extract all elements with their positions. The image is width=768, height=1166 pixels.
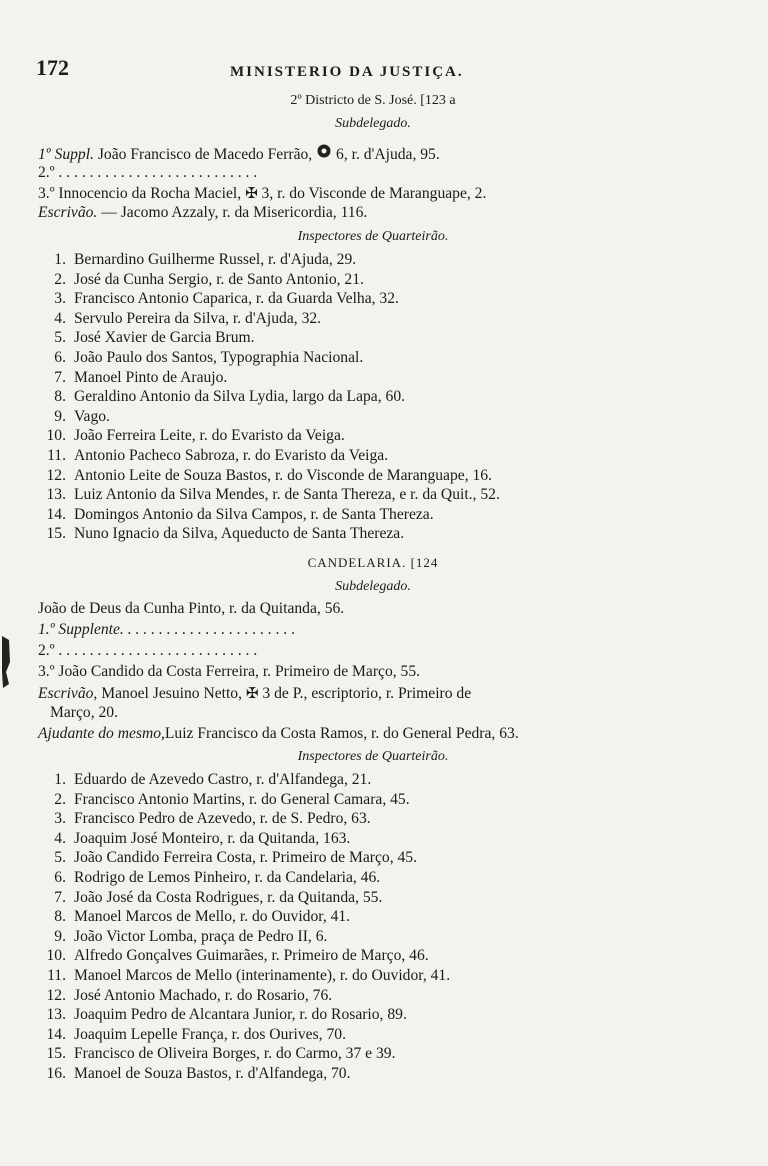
escrivao-text-a: Manoel Jesuino Netto, (101, 685, 243, 702)
item-number: 3. (54, 810, 66, 828)
list-item (38, 506, 434, 524)
list-item (38, 329, 255, 347)
item-text: Manoel Pinto de Araujo. (74, 368, 228, 386)
list-item (38, 849, 417, 867)
item-number: 16. (46, 1065, 66, 1082)
suppl2-line: 2.º . . . . . . . . . . . . . . . . . . . . . . . . . . (38, 164, 258, 181)
escrivao-line (38, 204, 367, 222)
list-item (38, 987, 332, 1005)
item-text: Francisco Antonio Caparica, r. da Guarda Velha, 32. (74, 290, 399, 308)
list-item (38, 810, 371, 828)
item-number: 4. (54, 309, 66, 327)
item-text: Vago. (74, 407, 110, 425)
ajudante-label: Ajudante do mesmo, (38, 725, 165, 742)
item-text: Alfredo Gonçalves Guimarães, r. Primeiro de Março, 46. (74, 947, 429, 965)
item-number: 13. (46, 1006, 66, 1024)
list-item (38, 1026, 346, 1044)
list-item (38, 427, 345, 445)
item-text: Antonio Leite de Souza Bastos, r. do Visconde de Maranguape, 16. (74, 466, 492, 484)
list-item (38, 525, 404, 543)
cross-icon: ✠ (245, 184, 258, 202)
item-number: 7. (54, 368, 66, 386)
item-number: 1. (54, 771, 66, 788)
escrivao-text: — Jacomo Azzaly, r. da Misericordia, 116. (101, 204, 368, 221)
list-item (38, 869, 380, 887)
suppl3-text-a: 3.º Innocencio da Rocha Maciel, (38, 185, 242, 202)
list-item (38, 467, 492, 485)
list-item (38, 486, 500, 504)
list-item (38, 447, 388, 465)
item-number: 5. (54, 329, 66, 347)
item-number: 5. (54, 849, 66, 867)
item-text: Eduardo de Azevedo Castro, r. d'Alfandega, 21. (74, 771, 372, 788)
item-text: Manoel de Souza Bastos, r. d'Alfandega, 70. (74, 1065, 351, 1082)
subdelegado-heading: Subdelegado. (335, 116, 411, 131)
escrivao-label-2: Escrivão, (38, 685, 98, 702)
item-text: Nuno Ignacio da Silva, Aqueducto de Santa Thereza. (74, 525, 405, 543)
suppl2-line-2: 2.º . . . . . . . . . . . . . . . . . . . . . . . . . . (38, 642, 258, 659)
list-item (38, 290, 399, 308)
list-item (38, 1006, 407, 1024)
suppl1-text-a: João Francisco de Macedo Ferrão, (97, 146, 313, 163)
item-number: 15. (46, 525, 66, 543)
ajudante-line (38, 725, 519, 743)
item-number: 14. (46, 505, 66, 523)
item-number: 10. (46, 427, 66, 445)
list-item (38, 349, 363, 367)
escrivao-line-2 (38, 684, 471, 703)
list-item (38, 889, 382, 907)
item-number: 6. (54, 349, 66, 366)
item-text: João Ferreira Leite, r. do Evaristo da Veiga. (74, 427, 345, 445)
item-number: 4. (54, 829, 66, 847)
item-text: Joaquim José Monteiro, r. da Quitanda, 163. (74, 829, 351, 847)
list-item (38, 791, 410, 809)
candelaria-title: CANDELARIA. [124 (307, 555, 439, 570)
item-text: Geraldino Antonio da Silva Lydia, largo da Lapa, 60. (74, 388, 406, 406)
suppl1-label: 1º Suppl. (38, 146, 94, 163)
item-text: Antonio Pacheco Sabroza, r. do Evaristo da Veiga. (74, 447, 389, 464)
list-item (38, 928, 327, 946)
suppl1-line (38, 143, 440, 164)
item-text: João Victor Lomba, praça de Pedro II, 6. (74, 927, 328, 945)
district-heading: 2º Districto de S. José. [123 a (290, 93, 456, 108)
list-item (38, 830, 350, 848)
item-number: 9. (54, 927, 66, 945)
ink-smudge-icon (0, 632, 12, 692)
list-item (38, 388, 405, 406)
item-number: 2. (54, 270, 66, 288)
escrivao-label: Escrivão. (38, 204, 98, 221)
subdelegado-line: João de Deus da Cunha Pinto, r. da Quitanda, 56. (38, 600, 345, 617)
item-text: Francisco Pedro de Azevedo, r. de S. Pedro, 63. (74, 810, 371, 828)
order-badge-icon (316, 146, 336, 163)
item-number: 14. (46, 1025, 66, 1043)
item-text: José Antonio Machado, r. do Rosario, 76. (74, 986, 333, 1004)
list-item (38, 369, 227, 387)
list-item (38, 310, 321, 328)
item-text: João José da Costa Rodrigues, r. da Quitanda, 55. (74, 888, 383, 906)
suppl3-line-2: 3.º João Candido da Costa Ferreira, r. Primeiro de Março, 55. (38, 663, 421, 680)
item-text: João Paulo dos Santos, Typographia Nacional. (74, 349, 364, 366)
item-number: 13. (46, 486, 66, 504)
list-item (38, 967, 450, 985)
candelaria-heading (38, 554, 708, 572)
escrivao-text-b: 3 de P., escriptorio, r. Primeiro de (262, 685, 472, 702)
item-text: Rodrigo de Lemos Pinheiro, r. da Candelaria, 46. (74, 869, 381, 886)
list-item (38, 1045, 395, 1063)
item-text: Manoel Marcos de Mello (interinamente), r. do Ouvidor, 41. (74, 967, 451, 984)
list-item (38, 271, 364, 289)
ajudante-text: Luiz Francisco da Costa Ramos, r. do General Pedra, 63. (164, 725, 519, 742)
list-item (38, 771, 371, 789)
item-text: Domingos Antonio da Silva Campos, r. de Santa Thereza. (74, 505, 434, 523)
item-number: 8. (54, 908, 66, 926)
item-number: 11. (47, 967, 66, 984)
item-text: Joaquim Lepelle França, r. dos Ourives, 70. (74, 1025, 346, 1043)
cross-icon: ✠ (245, 684, 259, 702)
page-number: 172 (36, 55, 69, 80)
item-text: Joaquim Pedro de Alcantara Junior, r. do Rosario, 89. (74, 1006, 407, 1024)
item-number: 8. (54, 388, 66, 406)
item-number: 9. (54, 407, 66, 425)
suppl3-text-b: 3, r. do Visconde de Maranguape, 2. (261, 185, 487, 202)
item-text: Bernardino Guilherme Russel, r. d'Ajuda, 29. (74, 251, 357, 268)
item-number: 15. (46, 1045, 66, 1063)
suppl3-line (38, 184, 486, 203)
item-number: 7. (54, 888, 66, 906)
inspectors-heading-2: Inspectores de Quarteirão. (297, 749, 449, 764)
escrivao-text-c: Março, 20. (50, 704, 118, 721)
item-number: 2. (54, 790, 66, 808)
item-text: Francisco de Oliveira Borges, r. do Carmo, 37 e 39. (74, 1045, 396, 1063)
list-item (38, 408, 110, 426)
item-number: 12. (46, 986, 66, 1004)
item-number: 10. (46, 947, 66, 965)
item-number: 6. (54, 869, 66, 886)
item-number: 11. (47, 447, 66, 464)
item-text: Manoel Marcos de Mello, r. do Ouvidor, 41. (74, 908, 351, 926)
item-text: Francisco Antonio Martins, r. do General Camara, 45. (74, 790, 410, 808)
list-item (38, 251, 356, 269)
suppl1-line-2: 1.º Supplente. . . . . . . . . . . . . . . . . . . . . . . (38, 621, 296, 638)
item-number: 3. (54, 290, 66, 308)
item-text: José da Cunha Sergio, r. de Santo Antonio, 21. (74, 270, 364, 288)
subdelegado-heading-2: Subdelegado. (335, 579, 411, 594)
item-number: 1. (54, 251, 66, 268)
item-text: Servulo Pereira da Silva, r. d'Ajuda, 32. (74, 309, 322, 327)
list-item (38, 947, 429, 965)
suppl1-text-b: 6, r. d'Ajuda, 95. (336, 146, 440, 163)
page-title: MINISTERIO DA JUSTIÇA. (230, 64, 464, 80)
item-text: Luiz Antonio da Silva Mendes, r. de Santa Thereza, e r. da Quit., 52. (74, 486, 500, 504)
list-item (38, 908, 350, 926)
item-text: João Candido Ferreira Costa, r. Primeiro de Março, 45. (74, 849, 417, 867)
item-number: 12. (46, 466, 66, 484)
list-item (38, 1065, 351, 1083)
item-text: José Xavier de Garcia Brum. (74, 329, 255, 347)
inspectors-heading: Inspectores de Quarteirão. (297, 229, 449, 244)
